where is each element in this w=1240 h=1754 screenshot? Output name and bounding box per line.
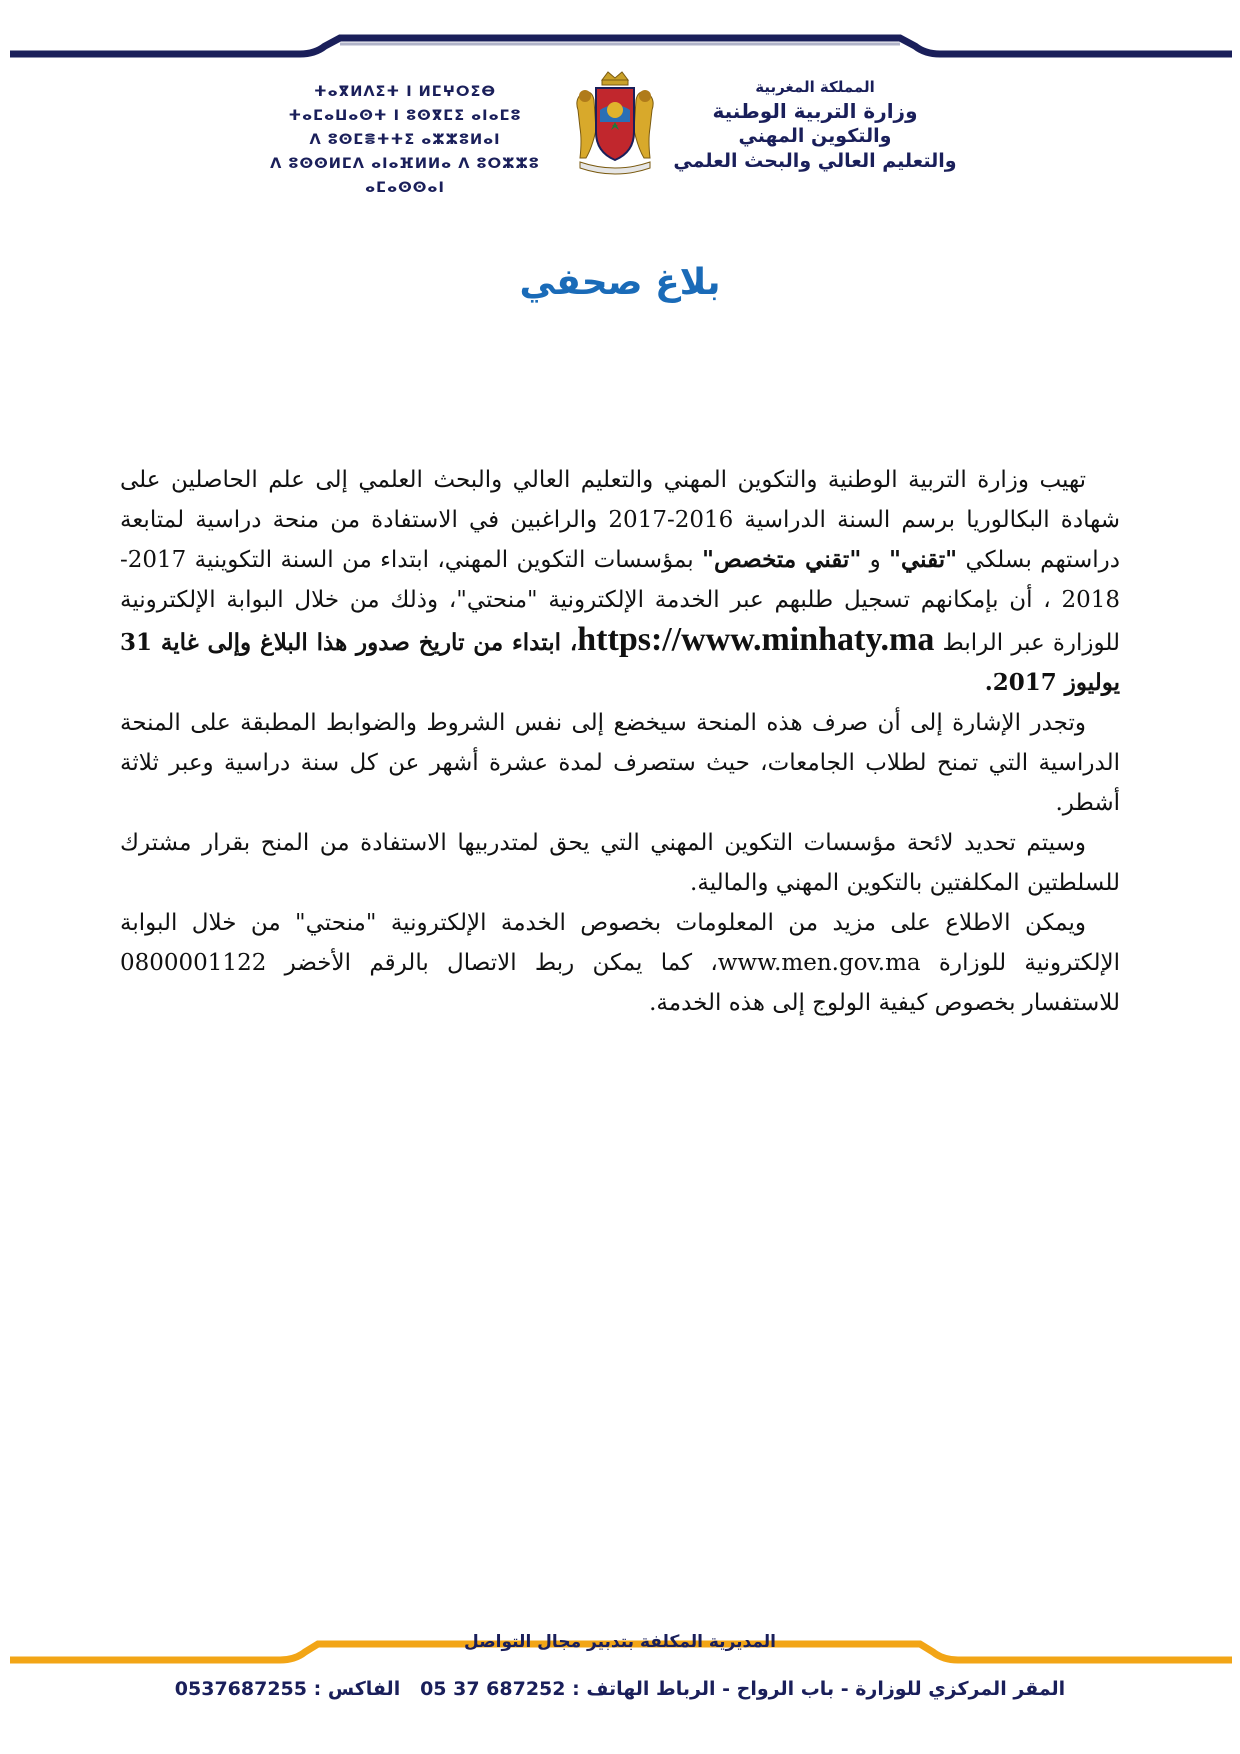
footer-phone: 05 37 687252 bbox=[420, 1678, 566, 1700]
paragraph-2: وتجدر الإشارة إلى أن صرف هذه المنحة سيخضع إلى نفس الشروط والضوابط المطبقة على المنحة الدراسية التي تمنح لطلاب الجامعات، حيث ستصرف لمدة عشرة أشهر عن كل سنة دراسية وعبر ثلاثة أشطر. bbox=[120, 710, 1120, 816]
ministry-name-tifinagh bbox=[250, 80, 560, 200]
footer-fax: 0537687255 bbox=[174, 1678, 307, 1700]
deadline-text: ، ابتداء من تاريخ صدور هذا البلاغ وإلى غاية 31 يوليوز 2017. bbox=[120, 629, 1120, 696]
tifinagh-line: ⵜⴰⵎⴰⵡⴰⵙⵜ ⵏ ⵓⵙⴳⵎⵉ ⴰⵏⴰⵎⵓ bbox=[288, 108, 522, 124]
ministry-line: والتعليم العالي والبحث العلمي bbox=[673, 150, 957, 172]
text-span: تهيب وزارة التربية الوطنية والتكوين المهني والتعليم العالي والبحث العلمي إلى علم الحاصلين على شهادة البكالوريا برسم السنة الدراسية 2016-2017 والراغبين في الاستفادة من منحة دراسية لمتابعة دراستهم بسلكي bbox=[120, 467, 1120, 573]
tifinagh-line: ⵜⴰⴳⵍⴷⵉⵜ ⵏ ⵍⵎⵖⵔⵉⴱ bbox=[313, 84, 497, 100]
ministry-line: والتكوين المهني bbox=[738, 125, 892, 147]
footer-directorate: المديرية المكلفة بتدبير مجال التواصل bbox=[464, 1632, 776, 1652]
minhaty-link[interactable]: https://www.minhaty.ma bbox=[577, 621, 935, 658]
tifinagh-line: ⴷ ⵓⵙⵙⵍⵎⴷ ⴰⵏⴰⴼⵍⵍⴰ ⴷ ⵓⵔⵣⵣⵓ ⴰⵎⴰⵙⵙⴰⵏ bbox=[270, 156, 540, 196]
press-release-title: بلاغ صحفي bbox=[519, 262, 721, 303]
text-span: للاستفسار بخصوص كيفية الولوج إلى هذه الخدمة. bbox=[649, 990, 1120, 1016]
text-span: ، كما يمكن ربط الاتصال بالرقم الأخضر bbox=[284, 950, 718, 976]
letterhead bbox=[0, 70, 1240, 200]
text-span: ويمكن الاطلاع على مزيد من المعلومات بخصوص الخدمة الإلكترونية "منحتي" من خلال البوابة الإلكترونية للوزارة bbox=[120, 910, 1121, 976]
coat-of-arms-icon bbox=[570, 70, 660, 180]
text-span: و bbox=[869, 547, 881, 573]
paragraph-1 bbox=[120, 460, 1120, 703]
ministry-name-arabic bbox=[660, 76, 970, 174]
text-span: بمؤسسات التكوين المهني، ابتداء من السنة التكوينية 2017- 2018 ، أن بإمكانهم تسجيل طلبهم عبر الخدمة الإلكترونية "منحتي"، وذلك من خلال البوابة الإلكترونية للوزارة عبر الرابط bbox=[120, 547, 1121, 656]
footer-address-text: المقر المركزي للوزارة - باب الرواح - الرباط الهاتف : bbox=[572, 1678, 1066, 1700]
program-technician: "تقني" bbox=[889, 546, 958, 573]
ministry-website-link[interactable]: www.men.gov.ma bbox=[717, 950, 921, 976]
footer-fax-label: الفاكس : bbox=[313, 1678, 401, 1700]
ministry-line: وزارة التربية الوطنية bbox=[712, 99, 918, 123]
header-band bbox=[0, 0, 1240, 70]
paragraph-4 bbox=[120, 903, 1120, 1023]
paragraph-3: وسيتم تحديد لائحة مؤسسات التكوين المهني التي يحق لمتدربيها الاستفادة من المنح بقرار مشترك للسلطتين المكلفتين بالتكوين المهني والمالية. bbox=[120, 830, 1120, 896]
press-release-body bbox=[120, 460, 1120, 1023]
program-specialized-technician: "تقني متخصص" bbox=[701, 546, 862, 573]
green-number: 0800001122 bbox=[120, 950, 267, 976]
footer-contact bbox=[0, 1678, 1240, 1700]
kingdom-name: المملكة المغربية bbox=[755, 78, 875, 96]
tifinagh-line: ⴷ ⵓⵙⵎⴻⵜⵜⵉ ⴰⵣⵣⵓⵍⴰⵏ bbox=[309, 132, 501, 148]
